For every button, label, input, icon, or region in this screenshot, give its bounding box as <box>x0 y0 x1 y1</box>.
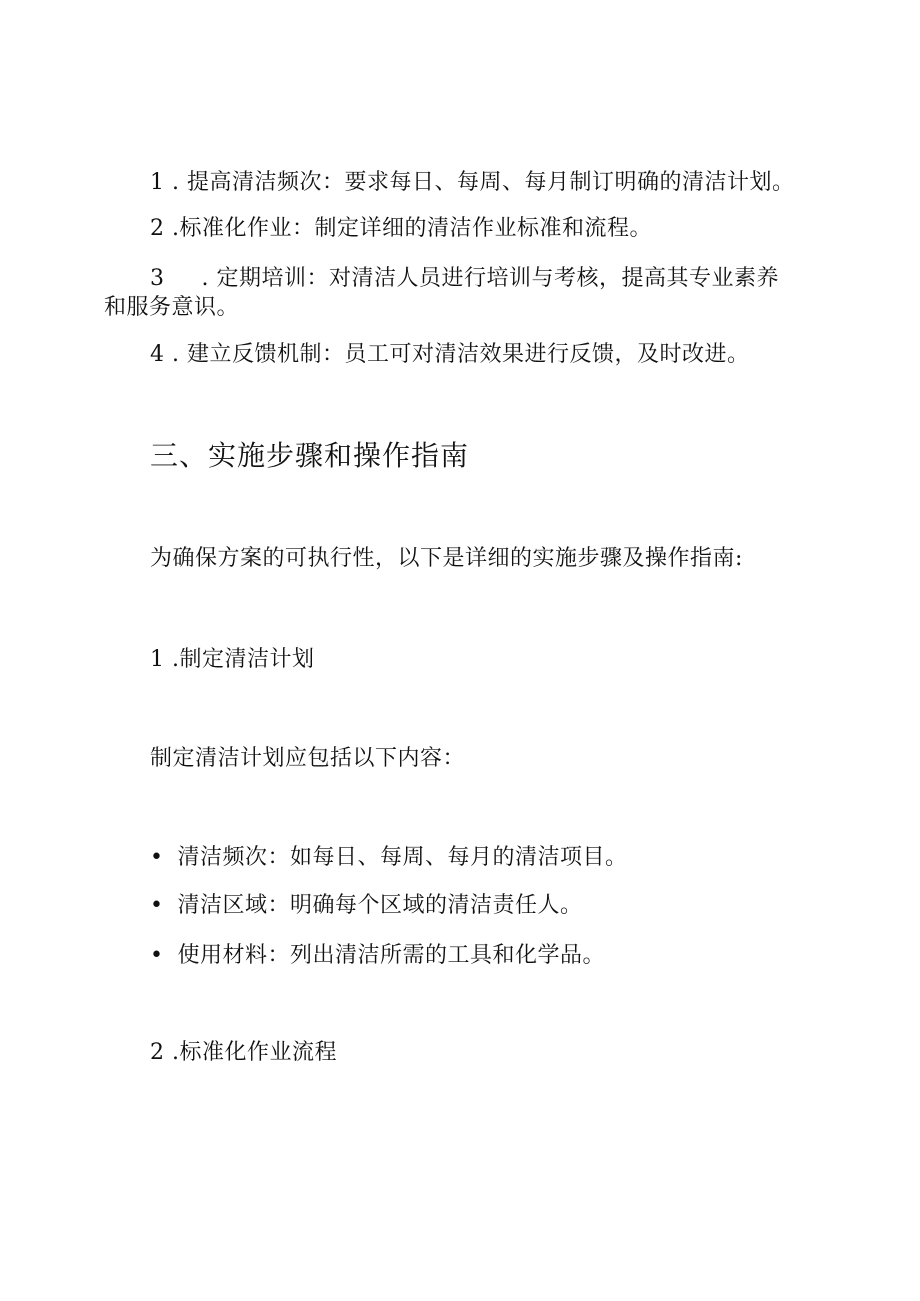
measure-number: 1 <box>150 170 165 195</box>
bullet-item-1 <box>150 843 628 873</box>
step-2-title <box>150 1038 337 1068</box>
measure-number: 2 <box>150 216 165 241</box>
step-title: .标准化作业流程 <box>172 1040 337 1065</box>
measure-number: 3 <box>150 266 165 291</box>
measure-item-1 <box>150 168 795 198</box>
step-1-title <box>150 645 315 675</box>
bullet-dot-icon: • <box>150 943 164 968</box>
measure-text-continuation: 和服务意识。 <box>104 295 240 320</box>
bullet-dot-icon: • <box>150 845 164 870</box>
bullet-item-3 <box>150 941 605 971</box>
measure-item-2 <box>150 214 652 244</box>
measure-item-3 <box>150 264 779 294</box>
section-heading: 三、实施步骤和操作指南 <box>150 439 470 472</box>
intro-paragraph: 为确保方案的可执行性，以下是详细的实施步骤及操作指南: <box>150 546 743 571</box>
bullet-item-2 <box>150 891 583 921</box>
measure-text: . 建立反馈机制：员工可对清洁效果进行反馈，及时改进。 <box>172 342 750 367</box>
step-number: 2 <box>150 1040 165 1065</box>
step-title: .制定清洁计划 <box>172 647 315 672</box>
bullet-dot-icon: • <box>150 893 164 918</box>
step-number: 1 <box>150 647 165 672</box>
measure-number: 4 <box>150 342 165 367</box>
measure-item-3-continuation <box>104 293 239 323</box>
bullet-text: 使用材料：列出清洁所需的工具和化学品。 <box>177 943 606 968</box>
plan-intro-paragraph: 制定清洁计划应包括以下内容： <box>150 746 466 771</box>
measure-text: . 定期培训：对清洁人员进行培训与考核，提高其专业素养 <box>201 266 779 291</box>
bullet-text: 清洁频次：如每日、每周、每月的清洁项目。 <box>177 845 628 870</box>
measure-text: .标准化作业：制定详细的清洁作业标准和流程。 <box>172 216 652 241</box>
measure-text: . 提高清洁频次：要求每日、每周、每月制订明确的清洁计划。 <box>172 170 795 195</box>
bullet-text: 清洁区域：明确每个区域的清洁责任人。 <box>177 893 583 918</box>
measure-item-4 <box>150 340 750 370</box>
